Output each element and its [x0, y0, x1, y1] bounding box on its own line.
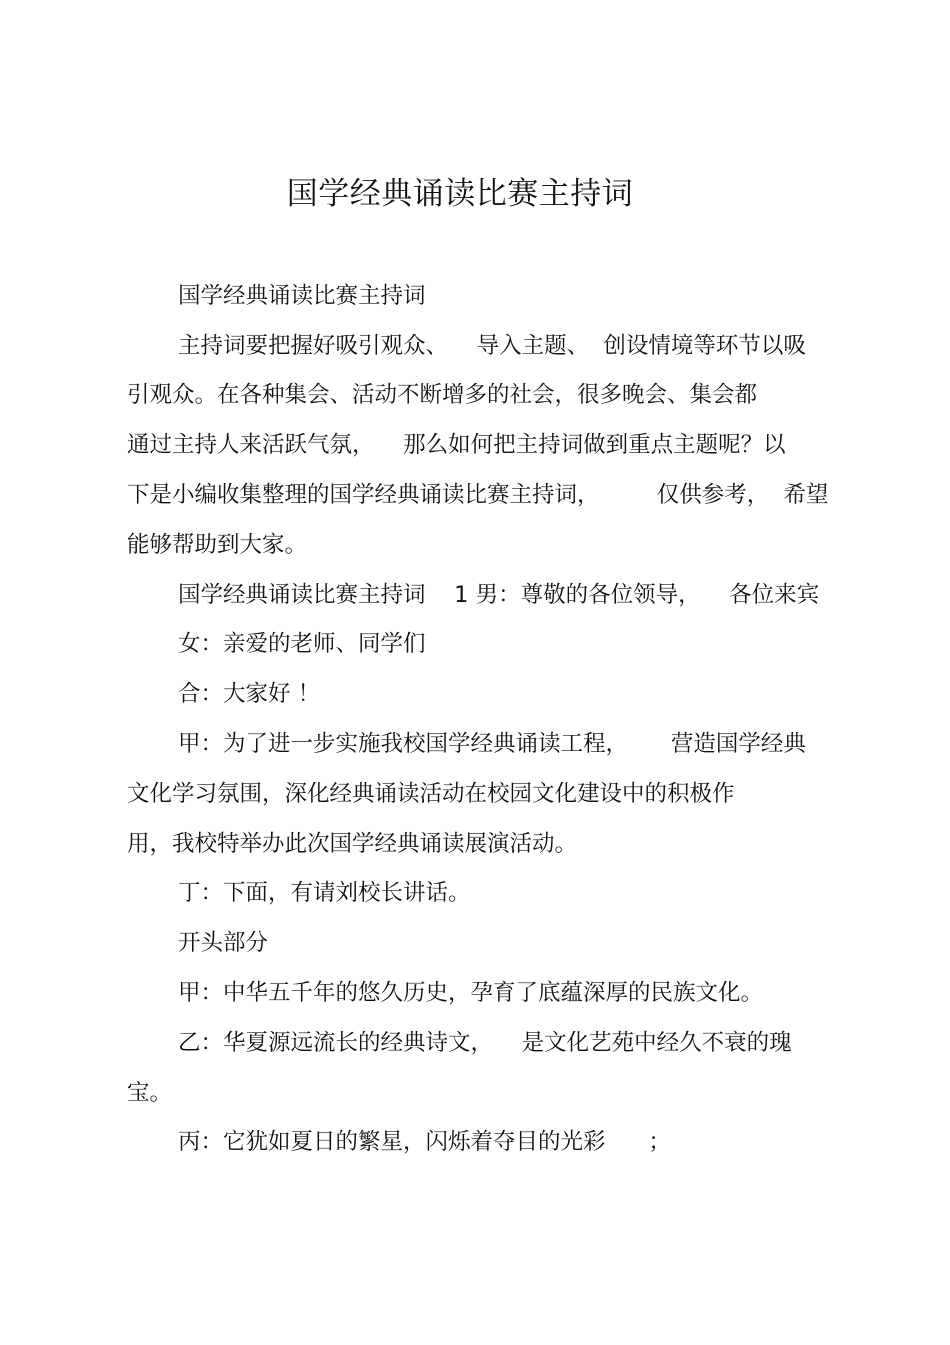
paragraph-line: 国学经典诵读比赛主持词 1 男：尊敬的各位领导， 各位来宾 [178, 582, 820, 608]
dialogue-line: 甲：中华五千年的悠久历史，孕育了底蕴深厚的民族文化。 [178, 980, 764, 1006]
paragraph-line: 主持词要把握好吸引观众、 导入主题、 创设情境等环节以吸 [178, 333, 806, 359]
dialogue-line: 用，我校特举办此次国学经典诵读展演活动。 [127, 831, 578, 857]
dialogue-line: 女：亲爱的老师、同学们 [178, 631, 426, 657]
paragraph-line: 引观众。在各种集会、活动不断增多的社会，很多晚会、集会都 [127, 382, 758, 408]
paragraph-line: 通过主持人来活跃气氛， 那么如何把主持词做到重点主题呢？以 [127, 432, 786, 458]
section-heading: 开头部分 [178, 930, 269, 956]
dialogue-line: 丁：下面，有请刘校长讲话。 [178, 880, 471, 906]
dialogue-line: 甲：为了进一步实施我校国学经典诵读工程， 营造国学经典 [178, 731, 806, 757]
dialogue-line: 文化学习氛围，深化经典诵读活动在校园文化建设中的积极作 [127, 781, 735, 807]
paragraph-line: 能够帮助到大家。 [127, 532, 308, 558]
document-title: 国学经典诵读比赛主持词 [286, 176, 634, 212]
paragraph-line: 下是小编收集整理的国学经典诵读比赛主持词， 仅供参考， 希望 [127, 482, 829, 508]
dialogue-line: 丙：它犹如夏日的繁星，闪烁着夺目的光彩 ； [178, 1129, 671, 1155]
dialogue-line: 合：大家好 ！ [178, 681, 321, 707]
subtitle-line: 国学经典诵读比赛主持词 [178, 283, 426, 309]
dialogue-line: 宝。 [127, 1080, 173, 1106]
dialogue-line: 乙：华夏源远流长的经典诗文， 是文化艺苑中经久不衰的瑰 [178, 1030, 792, 1056]
